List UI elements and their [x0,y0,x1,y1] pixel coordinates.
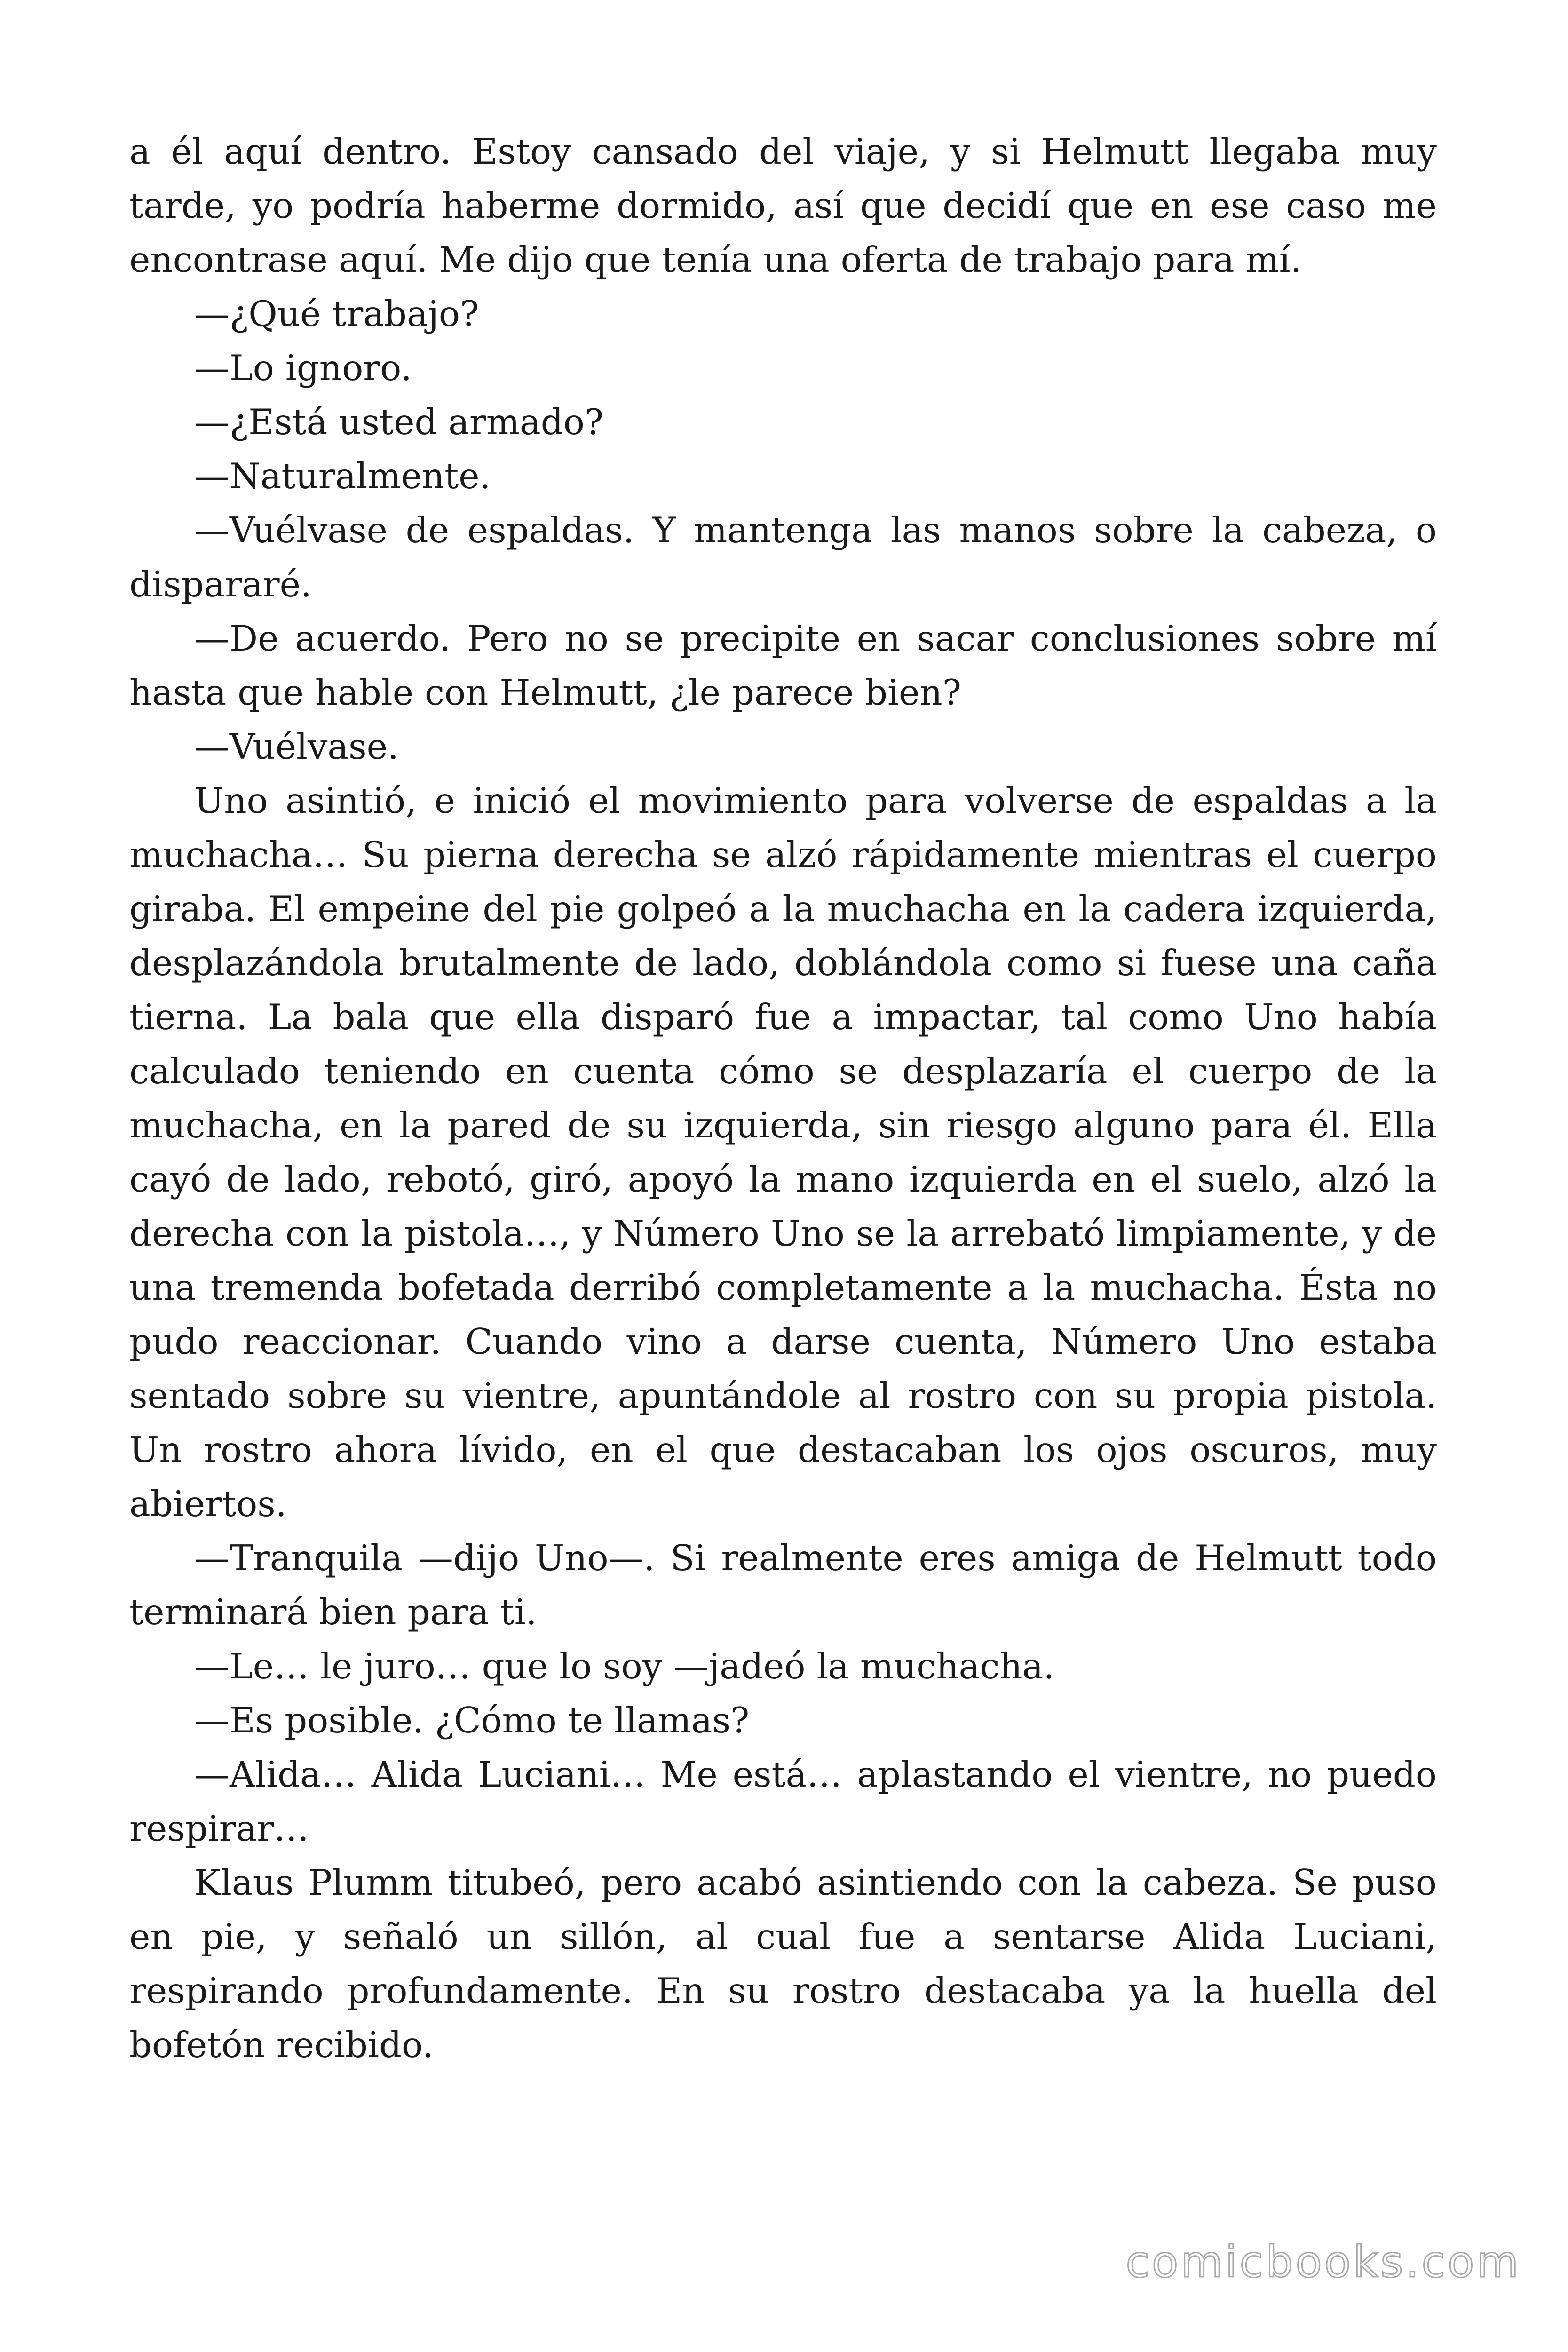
paragraph: Klaus Plumm titubeó, pero acabó asintiendo con la cabeza. Se puso en pie, y señaló un sillón, al cual fue a sentarse Alida Luciani, respirando profundamente. En su rostro destacaba ya la huella del bofetón recibido. [129,1862,1437,2066]
paragraph: —Le… le juro… que lo soy —jadeó la muchacha. [194,1645,1055,1687]
paragraph: —¿Qué trabajo? [194,293,479,334]
paragraph: a él aquí dentro. Estoy cansado del viaje, y si Helmutt llegaba muy tarde, yo podría haberme dormido, así que decidí que en ese caso me encontrase aquí. Me dijo que tenía una oferta de trabajo para mí. [129,131,1437,280]
paragraph: —¿Está usted armado? [194,401,604,443]
paragraph: —Lo ignoro. [194,347,412,389]
paragraph: —Vuélvase de espaldas. Y mantenga las manos sobre la cabeza, o dispararé. [129,509,1437,605]
paragraph: Uno asintió, e inició el movimiento para volverse de espaldas a la muchacha… Su pierna derecha se alzó rápidamente mientras el cuerpo giraba. El empeine del pie golpeó a la muchacha en la cadera izquierda, desplazándola brutalmente de lado, doblándola como si fuese una caña tierna. La bala que ella disparó fue a impactar, tal como Uno había calculado teniendo en cuenta cómo se desplazaría el cuerpo de la muchacha, en la pared de su izquierda, sin riesgo alguno para él. Ella cayó de lado, rebotó, giró, apoyó la mano izquierda en el suelo, alzó la derecha con la pistola…, y Número Uno se la arrebató limpiamente, y de una tremenda bofetada derribó completamente a la muchacha. Ésta no pudo reaccionar. Cuando vino a darse cuenta, Número Uno estaba sentado sobre su vientre, apuntándole al rostro con su propia pistola. Un rostro ahora lívido, en el que destacaban los ojos oscuros, muy abiertos. [129,780,1437,1525]
book-page-body [129,125,1437,2072]
paragraph: —Tranquila —dijo Uno—. Si realmente eres amiga de Helmutt todo terminará bien para ti. [129,1537,1437,1633]
watermark-logo: comicbooks.com [1125,2237,1521,2287]
paragraph: —Naturalmente. [194,455,491,497]
paragraph: —De acuerdo. Pero no se precipite en sacar conclusiones sobre mí hasta que hable con Helmutt, ¿le parece bien? [129,618,1437,713]
paragraph: —Es posible. ¿Cómo te llamas? [194,1700,750,1741]
paragraph: —Vuélvase. [194,726,399,767]
paragraph: —Alida… Alida Luciani… Me está… aplastando el vientre, no puedo respirar… [129,1754,1437,1849]
